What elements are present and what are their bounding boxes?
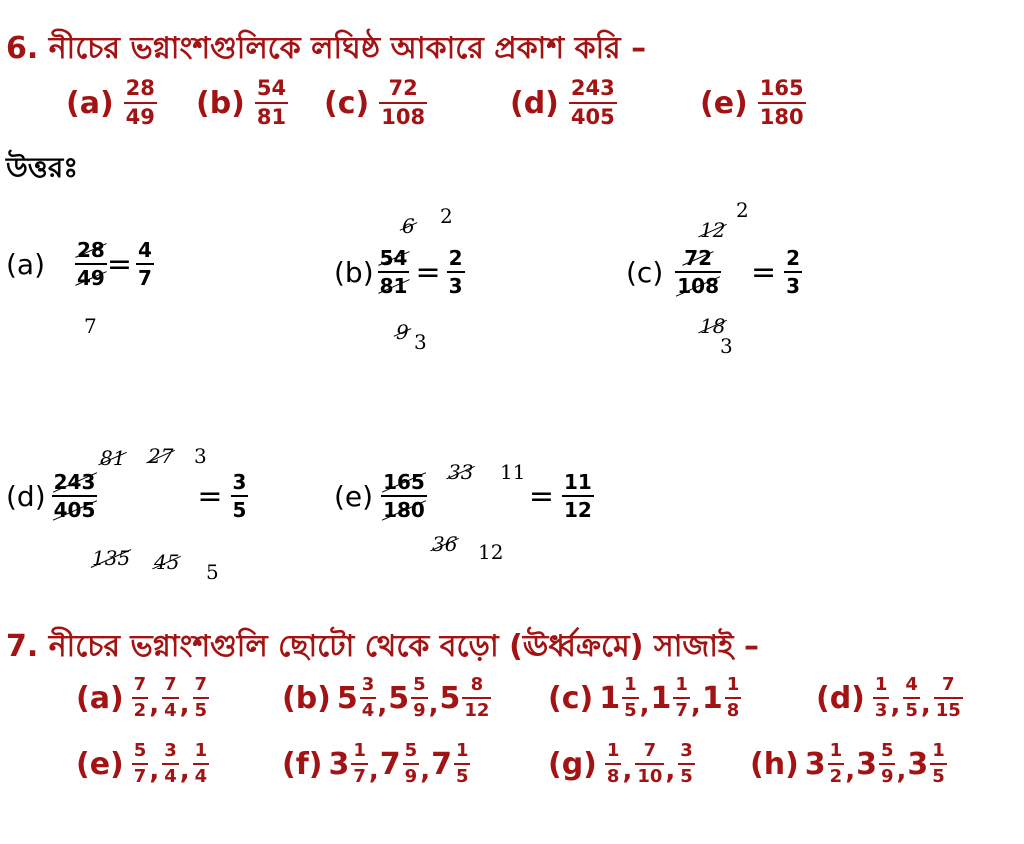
item-label: (a) (76, 680, 124, 716)
denominator: 405 (569, 102, 617, 128)
equals-sign: = (197, 478, 223, 514)
fraction (454, 742, 471, 786)
comma-separator: , (665, 756, 676, 786)
q7-item-h (750, 742, 947, 786)
denominator: 5 (678, 763, 695, 786)
fraction (673, 676, 690, 720)
note-e-top2: 11 (500, 460, 526, 484)
question-6-title: 6. নীচের ভগ্নাংশগুলিকে লঘিষ্ঠ আকারে প্রকাশ করি – (6, 31, 647, 66)
note-a-den: 7 (84, 314, 97, 338)
q7-item-g (548, 742, 695, 786)
denominator: 15 (934, 697, 963, 720)
numerator: 8 (470, 674, 484, 695)
fraction (828, 742, 845, 786)
fraction (462, 676, 491, 720)
denominator: 5 (622, 697, 639, 720)
fraction (162, 676, 179, 720)
item-label: (b) (196, 85, 245, 121)
whole-number: 7 (379, 746, 401, 782)
comma-separator: , (920, 690, 931, 720)
answer-label: উত্তরঃ (6, 151, 79, 184)
whole-number: 5 (439, 680, 461, 716)
fraction (381, 472, 427, 520)
numerator: 1 (624, 674, 637, 695)
denominator: 12 (562, 495, 594, 520)
note-d-bot3: 5 (206, 560, 219, 584)
fraction-list (130, 676, 209, 720)
note-b-top2: 2 (440, 204, 453, 228)
fraction (411, 676, 428, 720)
numerator: 4 (138, 238, 152, 262)
equals-sign: = (106, 246, 132, 282)
struck-numerator: 54 (379, 246, 408, 270)
fraction-list (805, 742, 947, 786)
comma-separator: , (377, 690, 388, 720)
whole-number: 3 (907, 746, 929, 782)
numerator: 5 (404, 740, 418, 761)
comma-separator: , (622, 756, 633, 786)
whole-number: 1 (701, 680, 723, 716)
solution-d (6, 472, 248, 520)
q6-item-d (510, 78, 617, 128)
comma-separator: , (639, 690, 650, 720)
denominator: 7 (136, 263, 154, 288)
fraction (934, 676, 963, 720)
fraction-list (130, 742, 209, 786)
denominator: 12 (462, 697, 491, 720)
whole-number: 7 (431, 746, 452, 782)
fraction (873, 676, 890, 720)
q6-item-e (700, 78, 806, 128)
numerator: 2 (448, 246, 463, 270)
denominator: 2 (828, 763, 845, 786)
fraction-list (599, 676, 741, 720)
numerator: 7 (942, 674, 955, 695)
note-d-top3: 3 (194, 444, 207, 468)
comma-separator: , (845, 756, 856, 786)
fraction-list (603, 742, 695, 786)
item-label: (c) (626, 255, 664, 289)
fraction (635, 742, 664, 786)
numerator: 7 (643, 740, 657, 761)
comma-separator: , (896, 756, 907, 786)
numerator: 1 (455, 740, 469, 761)
comma-separator: , (420, 756, 431, 786)
fraction (379, 78, 427, 128)
denominator: 108 (379, 102, 427, 128)
item-label: (a) (66, 85, 114, 121)
fraction-list (337, 676, 492, 720)
denominator: 5 (903, 697, 920, 720)
whole-number: 3 (856, 746, 877, 782)
result-fraction (784, 248, 802, 296)
solution-e (334, 472, 594, 520)
q7-item-c (548, 676, 741, 720)
item-label: (e) (700, 85, 748, 121)
item-label: (d) (6, 479, 46, 513)
fraction-list (328, 742, 470, 786)
comma-separator: , (179, 756, 190, 786)
item-label: (b) (334, 255, 374, 289)
item-label: (f) (282, 746, 323, 782)
note-e-top1: 33 (448, 460, 474, 484)
item-label: (c) (324, 85, 370, 121)
fraction (75, 240, 107, 288)
question-7-title: 7. নীচের ভগ্নাংশগুলি ছোটো থেকে বড়ো (ঊর্ধ্বক্রমে) সাজাই – (6, 629, 759, 664)
denominator: 81 (255, 102, 288, 128)
fraction (162, 742, 179, 786)
denominator: 3 (784, 271, 802, 296)
comma-separator: , (690, 690, 701, 720)
struck-denominator: 81 (379, 274, 408, 298)
equals-sign: = (528, 478, 554, 514)
note-b-bot2: 3 (414, 330, 427, 354)
denominator: 7 (673, 697, 690, 720)
numerator: 3 (680, 740, 693, 761)
fraction (675, 248, 721, 296)
fraction (678, 742, 695, 786)
fraction (193, 676, 210, 720)
result-fraction (136, 240, 154, 288)
denominator: 8 (605, 763, 622, 786)
struck-denominator: 49 (77, 266, 105, 290)
struck-denominator: 405 (53, 498, 96, 522)
denominator: 9 (411, 697, 428, 720)
denominator: 5 (930, 763, 947, 786)
note-c-top1: 12 (700, 218, 726, 242)
solution-b (334, 248, 465, 296)
numerator: 7 (133, 674, 147, 695)
q7-item-d (816, 676, 963, 720)
whole-number: 1 (599, 680, 621, 716)
fraction (403, 742, 420, 786)
result-fraction (447, 248, 465, 296)
fraction (124, 78, 157, 128)
item-label: (g) (548, 746, 597, 782)
q6-item-a (66, 78, 157, 128)
denominator: 3 (447, 271, 465, 296)
solution-c (626, 248, 802, 296)
fraction (622, 676, 639, 720)
denominator: 9 (403, 763, 420, 786)
result-fraction (231, 472, 249, 520)
numerator: 1 (194, 740, 208, 761)
denominator: 7 (351, 763, 368, 786)
numerator: 5 (133, 740, 147, 761)
item-label: (d) (510, 85, 559, 121)
fraction (758, 78, 806, 128)
comma-separator: , (149, 756, 160, 786)
numerator: 1 (606, 740, 620, 761)
fraction (132, 676, 149, 720)
struck-numerator: 28 (77, 238, 105, 262)
denominator: 5 (193, 697, 210, 720)
numerator: 1 (353, 740, 366, 761)
result-fraction (562, 472, 594, 520)
numerator: 4 (905, 674, 918, 695)
numerator: 1 (874, 674, 888, 695)
fraction (52, 472, 98, 520)
note-d-top1: 81 (100, 446, 126, 470)
denominator: 2 (132, 697, 149, 720)
numerator: 3 (232, 470, 247, 494)
q6-item-c (324, 78, 427, 128)
q7-item-a (76, 676, 209, 720)
numerator: 28 (125, 76, 155, 100)
note-d-top2: 27 (148, 444, 174, 468)
note-b-top1: 6 (402, 214, 415, 238)
struck-numerator: 243 (53, 470, 96, 494)
note-b-bot1: 9 (396, 320, 409, 344)
whole-number: 1 (650, 680, 672, 716)
numerator: 7 (164, 674, 177, 695)
q7-item-f (282, 742, 470, 786)
fraction (569, 78, 617, 128)
fraction (930, 742, 947, 786)
whole-number: 3 (804, 746, 826, 782)
item-label: (a) (6, 247, 46, 281)
fraction (132, 742, 149, 786)
comma-separator: , (890, 690, 901, 720)
fraction (879, 742, 896, 786)
note-c-bot2: 3 (720, 334, 733, 358)
whole-number: 5 (336, 680, 358, 716)
fraction (360, 676, 377, 720)
item-label: (e) (76, 746, 124, 782)
denominator: 3 (873, 697, 890, 720)
note-d-bot1: 135 (92, 546, 131, 570)
denominator: 10 (635, 763, 664, 786)
denominator: 180 (758, 102, 806, 128)
numerator: 165 (759, 76, 804, 100)
struck-denominator: 108 (677, 274, 719, 298)
fraction-list (871, 676, 963, 720)
numerator: 1 (675, 674, 688, 695)
denominator: 5 (231, 495, 249, 520)
struck-denominator: 180 (383, 498, 425, 522)
denominator: 7 (132, 763, 149, 786)
whole-number: 3 (328, 746, 350, 782)
item-label: (b) (282, 680, 331, 716)
denominator: 4 (193, 763, 210, 786)
numerator: 5 (880, 740, 894, 761)
struck-numerator: 165 (383, 470, 425, 494)
denominator: 4 (162, 763, 179, 786)
comma-separator: , (179, 690, 190, 720)
fraction (378, 248, 410, 296)
denominator: 5 (454, 763, 471, 786)
comma-separator: , (368, 756, 379, 786)
comma-separator: , (149, 690, 160, 720)
q7-item-b (282, 676, 491, 720)
item-label: (h) (750, 746, 799, 782)
fraction (903, 676, 920, 720)
note-e-bot1: 36 (432, 532, 458, 556)
comma-separator: , (428, 690, 439, 720)
fraction (725, 676, 742, 720)
note-c-bot1: 18 (700, 314, 726, 338)
fraction (605, 742, 622, 786)
item-label: (d) (816, 680, 865, 716)
numerator: 7 (194, 674, 208, 695)
solution-a (6, 240, 154, 288)
denominator: 49 (124, 102, 157, 128)
numerator: 2 (786, 246, 801, 270)
q6-item-b (196, 78, 288, 128)
fraction (255, 78, 288, 128)
numerator: 1 (932, 740, 945, 761)
numerator: 1 (829, 740, 843, 761)
whole-number: 5 (388, 680, 410, 716)
fraction (193, 742, 210, 786)
q7-item-e (76, 742, 209, 786)
fraction (351, 742, 368, 786)
numerator: 3 (164, 740, 177, 761)
note-d-bot2: 45 (154, 550, 180, 574)
denominator: 4 (360, 697, 377, 720)
numerator: 54 (256, 76, 287, 100)
note-c-top2: 2 (736, 198, 749, 222)
numerator: 5 (413, 674, 426, 695)
denominator: 9 (879, 763, 896, 786)
item-label: (e) (334, 479, 374, 513)
numerator: 3 (361, 674, 375, 695)
note-e-bot2: 12 (478, 540, 504, 564)
numerator: 72 (388, 76, 418, 100)
denominator: 8 (725, 697, 742, 720)
equals-sign: = (751, 254, 777, 290)
equals-sign: = (415, 254, 441, 290)
struck-numerator: 72 (684, 246, 713, 270)
numerator: 1 (726, 674, 740, 695)
numerator: 243 (570, 76, 615, 100)
numerator: 11 (563, 470, 592, 494)
item-label: (c) (548, 680, 594, 716)
denominator: 4 (162, 697, 179, 720)
